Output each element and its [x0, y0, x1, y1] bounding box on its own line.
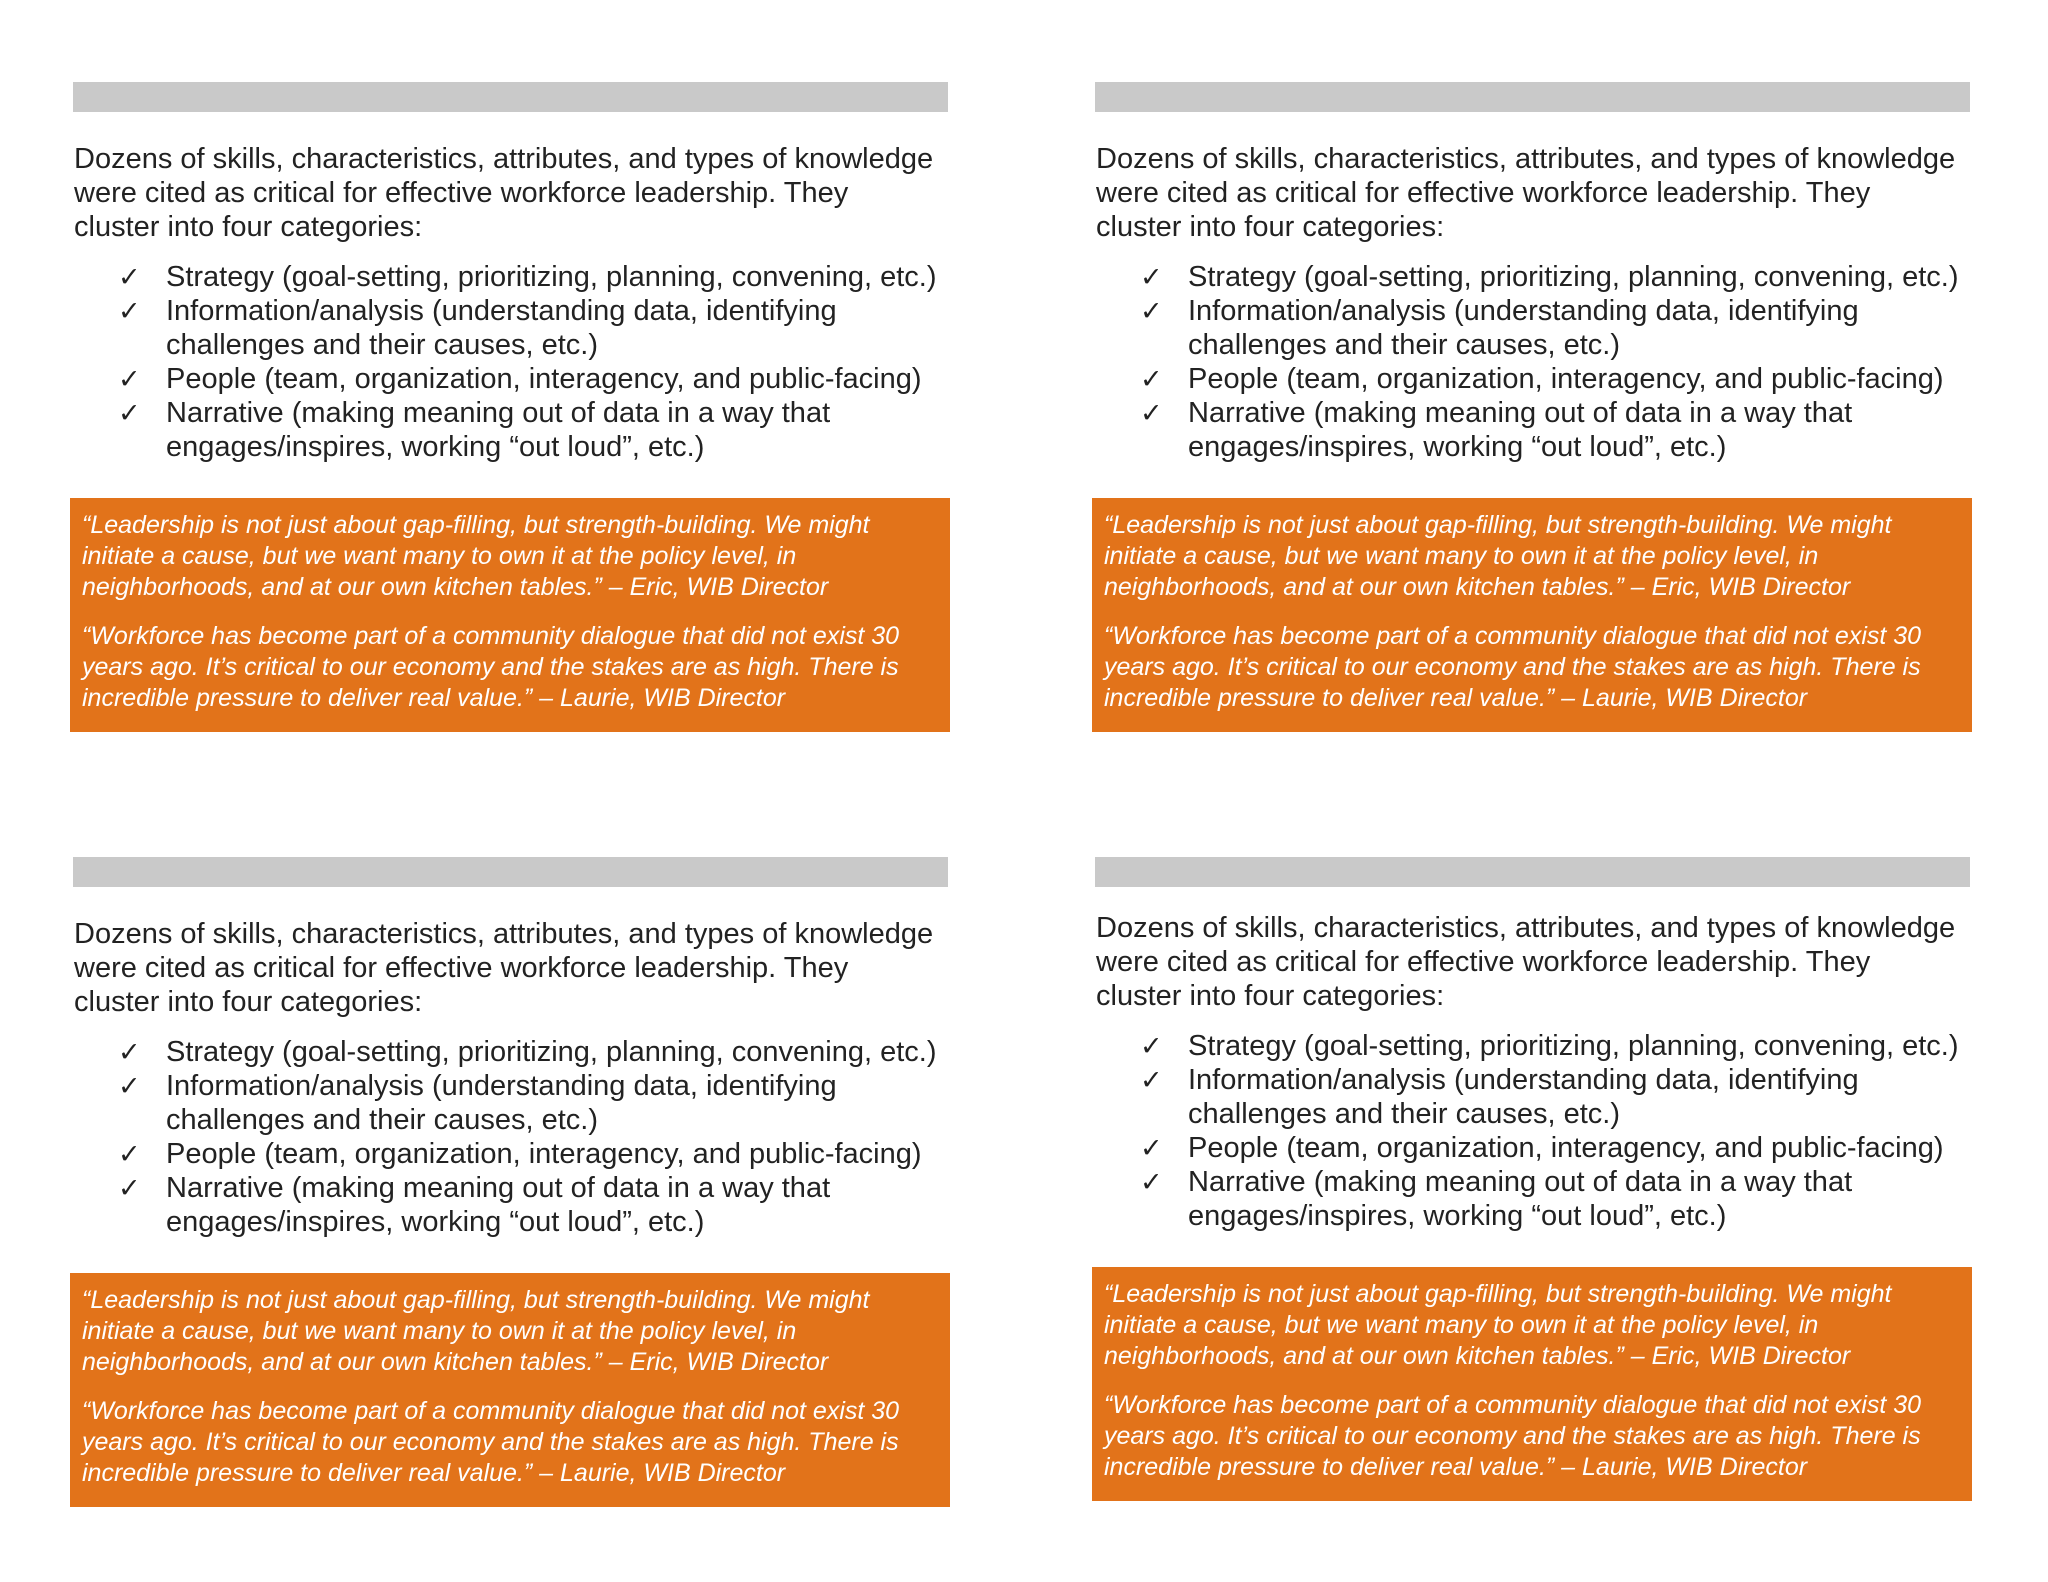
category-list [1092, 260, 1972, 464]
header-bar [73, 857, 948, 887]
quote-box [1092, 1267, 1972, 1501]
check-icon: ✓ [118, 1139, 141, 1169]
quote: “Leadership is not just about gap-filling, but strength-building. We might initiate a cause, but we want many to own it at the policy level, in neighborhoods, and at our own kitchen tables.” – Eric, WIB Director [1104, 1280, 1892, 1370]
quote-box [1092, 498, 1972, 732]
quote: “Workforce has become part of a community dialogue that did not exist 30 years ago. It’s critical to our economy and the stakes are as high. There is incredible pressure to deliver real value.” – Laurie, WIB Director [82, 1397, 900, 1487]
quote: “Leadership is not just about gap-filling, but strength-building. We might initiate a cause, but we want many to own it at the policy level, in neighborhoods, and at our own kitchen tables.” – Eric, WIB Director [82, 511, 870, 601]
list-item: ✓ Narrative (making meaning out of data in a way that engages/inspires, working “out loud”, etc.) [1140, 1166, 1853, 1232]
check-icon: ✓ [1140, 296, 1163, 326]
intro-text: Dozens of skills, characteristics, attributes, and types of knowledge were cited as critical for effective workforce leadership. They cluster into four categories: [74, 143, 934, 243]
quote: “Workforce has become part of a community dialogue that did not exist 30 years ago. It’s critical to our economy and the stakes are as high. There is incredible pressure to deliver real value.” – Laurie, WIB Director [1104, 1391, 1922, 1481]
header-bar [1095, 857, 1970, 887]
panel-bottom-left [70, 857, 950, 1507]
list-item: ✓ Information/analysis (understanding data, identifying challenges and their causes, etc.) [118, 1070, 837, 1136]
intro-text: Dozens of skills, characteristics, attributes, and types of knowledge were cited as critical for effective workforce leadership. They cluster into four categories: [1096, 912, 1956, 1012]
panel-top-right [1092, 82, 1972, 732]
check-icon: ✓ [1140, 262, 1163, 292]
header-bar [73, 82, 948, 112]
quote-box [70, 498, 950, 732]
list-item: ✓ Strategy (goal-setting, prioritizing, planning, convening, etc.) [118, 1036, 937, 1068]
list-item: ✓ Narrative (making meaning out of data in a way that engages/inspires, working “out loud”, etc.) [1140, 397, 1853, 463]
category-list [70, 1035, 950, 1239]
list-item: ✓ People (team, organization, interagency, and public-facing) [1140, 363, 1944, 395]
quote: “Leadership is not just about gap-filling, but strength-building. We might initiate a cause, but we want many to own it at the policy level, in neighborhoods, and at our own kitchen tables.” – Eric, WIB Director [1104, 511, 1892, 601]
list-item: ✓ Information/analysis (understanding data, identifying challenges and their causes, etc.) [1140, 1064, 1859, 1130]
check-icon: ✓ [118, 1037, 141, 1067]
quote: “Workforce has become part of a community dialogue that did not exist 30 years ago. It’s critical to our economy and the stakes are as high. There is incredible pressure to deliver real value.” – Laurie, WIB Director [1104, 622, 1922, 712]
category-list [1092, 1029, 1972, 1233]
list-item: ✓ Strategy (goal-setting, prioritizing, planning, convening, etc.) [118, 261, 937, 293]
list-item: ✓ Strategy (goal-setting, prioritizing, planning, convening, etc.) [1140, 261, 1959, 293]
check-icon: ✓ [118, 1071, 141, 1101]
check-icon: ✓ [1140, 1133, 1163, 1163]
check-icon: ✓ [1140, 1167, 1163, 1197]
list-item: ✓ Information/analysis (understanding data, identifying challenges and their causes, etc.) [118, 295, 837, 361]
list-item: ✓ Strategy (goal-setting, prioritizing, planning, convening, etc.) [1140, 1030, 1959, 1062]
list-item: ✓ Narrative (making meaning out of data in a way that engages/inspires, working “out loud”, etc.) [118, 397, 831, 463]
check-icon: ✓ [118, 398, 141, 428]
list-item: ✓ Information/analysis (understanding data, identifying challenges and their causes, etc.) [1140, 295, 1859, 361]
quote-box [70, 1273, 950, 1507]
list-item: ✓ People (team, organization, interagency, and public-facing) [1140, 1132, 1944, 1164]
check-icon: ✓ [118, 1173, 141, 1203]
list-item: ✓ People (team, organization, interagency, and public-facing) [118, 363, 922, 395]
panel-bottom-right [1092, 857, 1972, 1501]
quote: “Workforce has become part of a community dialogue that did not exist 30 years ago. It’s critical to our economy and the stakes are as high. There is incredible pressure to deliver real value.” – Laurie, WIB Director [82, 622, 900, 712]
list-item: ✓ People (team, organization, interagency, and public-facing) [118, 1138, 922, 1170]
intro-text: Dozens of skills, characteristics, attributes, and types of knowledge were cited as critical for effective workforce leadership. They cluster into four categories: [1096, 143, 1956, 243]
list-item: ✓ Narrative (making meaning out of data in a way that engages/inspires, working “out loud”, etc.) [118, 1172, 831, 1238]
intro-text: Dozens of skills, characteristics, attributes, and types of knowledge were cited as critical for effective workforce leadership. They cluster into four categories: [74, 918, 934, 1018]
category-list [70, 260, 950, 464]
quote: “Leadership is not just about gap-filling, but strength-building. We might initiate a cause, but we want many to own it at the policy level, in neighborhoods, and at our own kitchen tables.” – Eric, WIB Director [82, 1286, 870, 1376]
header-bar [1095, 82, 1970, 112]
check-icon: ✓ [1140, 364, 1163, 394]
check-icon: ✓ [1140, 398, 1163, 428]
check-icon: ✓ [1140, 1065, 1163, 1095]
check-icon: ✓ [118, 364, 141, 394]
check-icon: ✓ [1140, 1031, 1163, 1061]
check-icon: ✓ [118, 262, 141, 292]
check-icon: ✓ [118, 296, 141, 326]
panel-top-left [70, 82, 950, 732]
